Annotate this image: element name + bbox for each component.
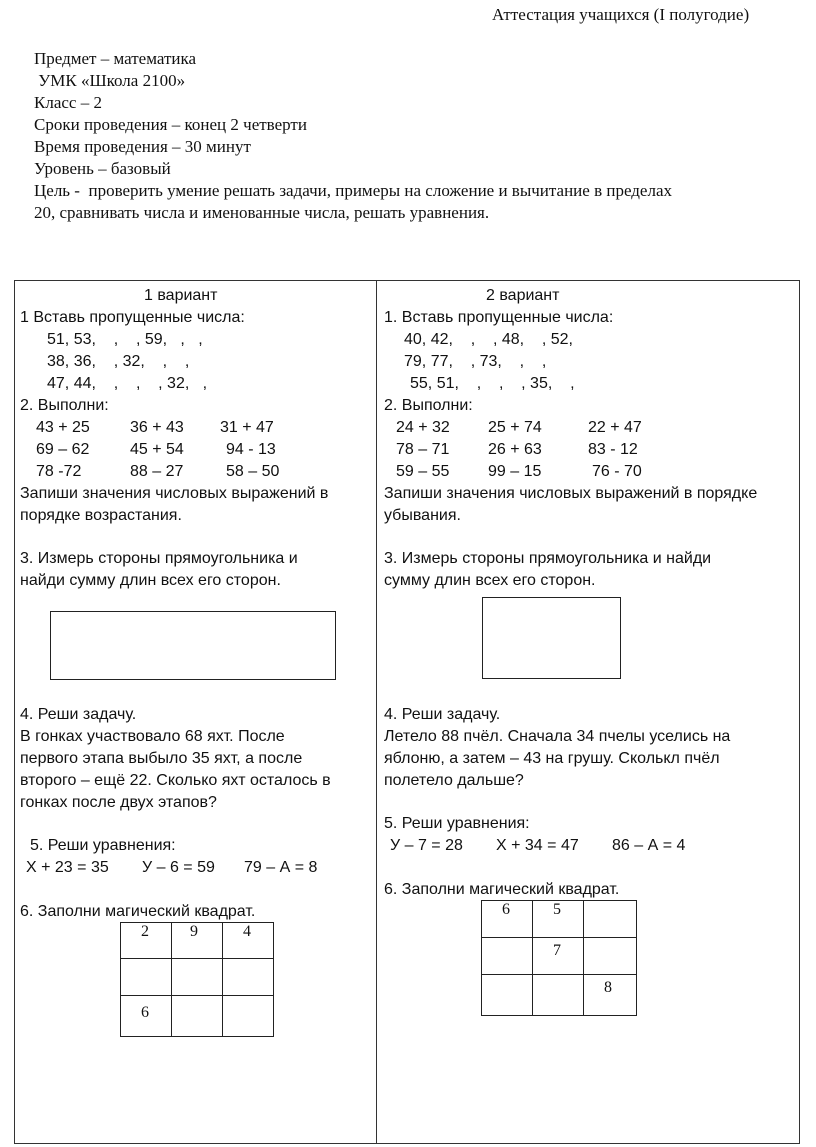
v1-task1-row: 47, 44, , , , 32, , xyxy=(47,375,208,392)
subject-line: Предмет – математика xyxy=(34,49,197,68)
magic-cell[interactable] xyxy=(223,996,274,1037)
v2-task2-note: Запиши значения числовых выражений в порядке xyxy=(384,485,758,502)
magic-cell[interactable] xyxy=(482,975,533,1016)
v2-task4-text: полетело дальше? xyxy=(384,772,524,789)
magic-cell[interactable] xyxy=(172,959,223,996)
v1-equation: У – 6 = 59 xyxy=(142,859,215,876)
document-title: Аттестация учащихся (I полугодие) xyxy=(492,5,750,24)
v1-task4-text: первого этапа выбыло 35 яхт, а после xyxy=(20,750,303,767)
magic-cell[interactable]: 4 xyxy=(223,923,274,959)
v2-task4-text: яблоню, а затем – 43 на грушу. Сколькл пчёл xyxy=(384,750,720,767)
v1-task1-row: 38, 36, , 32, , , xyxy=(47,353,190,370)
v1-expression: 36 + 43 xyxy=(130,419,184,436)
v1-expression: 58 – 50 xyxy=(226,463,280,480)
v1-task2-note: порядке возрастания. xyxy=(20,507,182,524)
v2-task4-text: Летело 88 пчёл. Сначала 34 пчелы уселись на xyxy=(384,728,731,745)
v2-task1-row: 79, 77, , 73, , , xyxy=(404,353,547,370)
grade-line: Класс – 2 xyxy=(34,93,102,112)
v1-task2-title: 2. Выполни: xyxy=(20,397,109,414)
v2-task3: сумму длин всех его сторон. xyxy=(384,572,596,589)
magic-cell[interactable]: 6 xyxy=(482,901,533,938)
v1-equation: Х + 23 = 35 xyxy=(26,859,109,876)
v2-rectangle xyxy=(482,597,621,679)
v1-task1-row: 51, 53, , , 59, , , xyxy=(47,331,203,348)
v1-task3: 3. Измерь стороны прямоугольника и xyxy=(20,550,298,567)
v2-task2-title: 2. Выполни: xyxy=(384,397,473,414)
v2-expression: 25 + 74 xyxy=(488,419,542,436)
v2-task2-note: убывания. xyxy=(384,507,461,524)
v2-magic-square xyxy=(481,900,637,1016)
magic-cell[interactable]: 2 xyxy=(121,923,172,959)
v2-expression: 26 + 63 xyxy=(488,441,542,458)
variant-2-title: 2 вариант xyxy=(486,287,560,304)
variant-1-title: 1 вариант xyxy=(144,287,218,304)
v1-task2-note: Запиши значения числовых выражений в xyxy=(20,485,329,502)
v1-magic-square xyxy=(120,922,274,1037)
v2-equation: 86 – А = 4 xyxy=(612,837,686,854)
v2-expression: 78 – 71 xyxy=(396,441,450,458)
duration-line: Время проведения – 30 минут xyxy=(34,137,251,156)
v1-task5-title: 5. Реши уравнения: xyxy=(30,837,176,854)
v2-task3: 3. Измерь стороны прямоугольника и найди xyxy=(384,550,712,567)
magic-cell[interactable]: 7 xyxy=(533,938,584,975)
v2-task4-title: 4. Реши задачу. xyxy=(384,706,501,723)
v1-expression: 69 – 62 xyxy=(36,441,90,458)
v2-equation: У – 7 = 28 xyxy=(390,837,463,854)
v2-expression: 99 – 15 xyxy=(488,463,542,480)
column-divider xyxy=(376,280,377,1144)
v2-task6-title: 6. Заполни магический квадрат. xyxy=(384,881,620,898)
v2-expression: 22 + 47 xyxy=(588,419,642,436)
timing-line: Сроки проведения – конец 2 четверти xyxy=(34,115,307,134)
v1-expression: 43 + 25 xyxy=(36,419,90,436)
magic-cell[interactable]: 5 xyxy=(533,901,584,938)
v1-task4-title: 4. Реши задачу. xyxy=(20,706,137,723)
v1-task4-text: второго – ещё 22. Сколько яхт осталось в xyxy=(20,772,331,789)
magic-cell[interactable]: 8 xyxy=(584,975,637,1016)
v1-expression: 31 + 47 xyxy=(220,419,274,436)
v1-expression: 88 – 27 xyxy=(130,463,184,480)
v1-expression: 78 -72 xyxy=(36,463,82,480)
magic-cell[interactable]: 9 xyxy=(172,923,223,959)
magic-cell[interactable] xyxy=(482,938,533,975)
v2-task1-row: 40, 42, , , 48, , 52, xyxy=(404,331,573,348)
magic-cell[interactable] xyxy=(533,975,584,1016)
v1-expression: 94 - 13 xyxy=(226,441,276,458)
v1-task1-title: 1 Вставь пропущенные числа: xyxy=(20,309,245,326)
v2-task1-row: 55, 51, , , , 35, , xyxy=(410,375,575,392)
magic-cell[interactable] xyxy=(121,959,172,996)
goal-line-2: 20, сравнивать числа и именованные числа, решать уравнения. xyxy=(34,203,490,222)
v1-equation: 79 – А = 8 xyxy=(244,859,318,876)
v1-task4-text: гонках после двух этапов? xyxy=(20,794,217,811)
goal-line-1: Цель - проверить умение решать задачи, примеры на сложение и вычитание в пределах xyxy=(34,181,672,200)
v2-expression: 59 – 55 xyxy=(396,463,450,480)
magic-cell[interactable]: 6 xyxy=(121,996,172,1037)
v1-expression: 45 + 54 xyxy=(130,441,184,458)
v1-task4-text: В гонках участвовало 68 яхт. После xyxy=(20,728,285,745)
magic-cell[interactable] xyxy=(223,959,274,996)
v2-expression: 24 + 32 xyxy=(396,419,450,436)
magic-cell[interactable] xyxy=(584,901,637,938)
v2-task1-title: 1. Вставь пропущенные числа: xyxy=(384,309,614,326)
magic-cell[interactable] xyxy=(172,996,223,1037)
magic-cell[interactable] xyxy=(584,938,637,975)
v1-task6-title: 6. Заполни магический квадрат. xyxy=(20,903,256,920)
umk-line: УМК «Школа 2100» xyxy=(34,71,186,90)
v2-task5-title: 5. Реши уравнения: xyxy=(384,815,530,832)
v2-equation: Х + 34 = 47 xyxy=(496,837,579,854)
v2-expression: 83 - 12 xyxy=(588,441,638,458)
level-line: Уровень – базовый xyxy=(34,159,171,178)
v2-expression: 76 - 70 xyxy=(592,463,642,480)
v1-rectangle xyxy=(50,611,336,680)
v1-task3: найди сумму длин всех его сторон. xyxy=(20,572,281,589)
